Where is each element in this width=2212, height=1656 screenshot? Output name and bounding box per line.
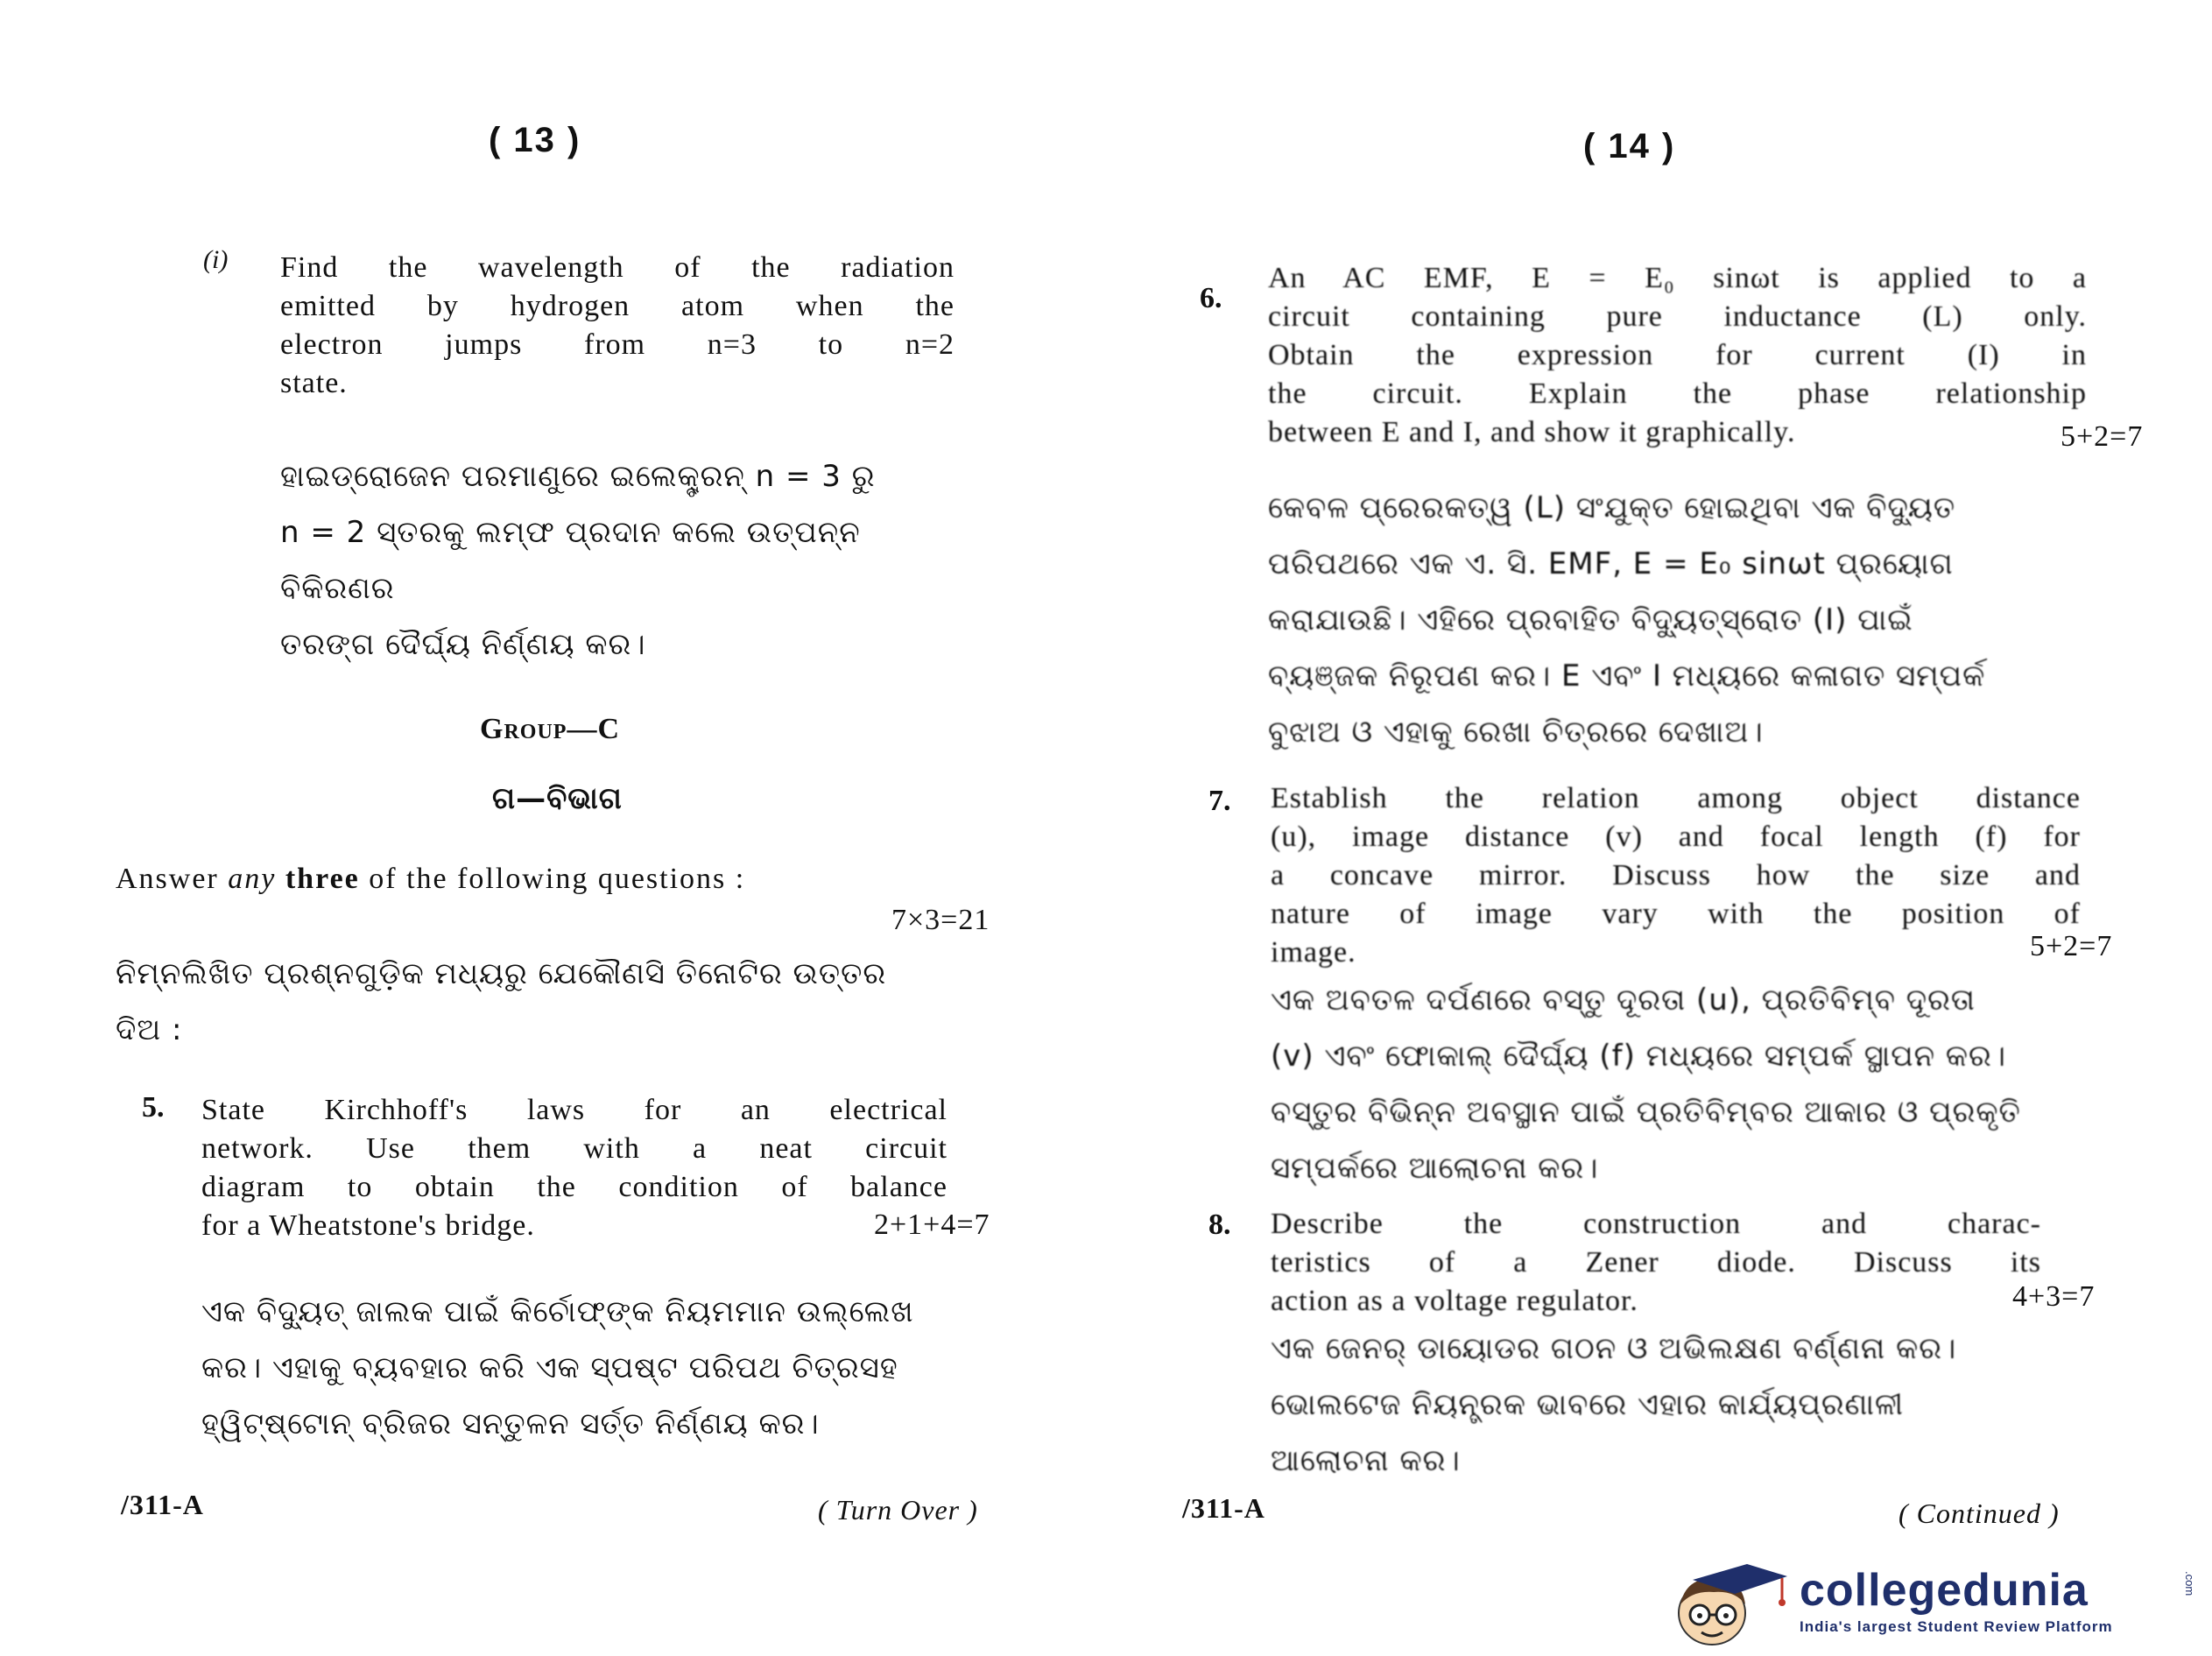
instruction-emphasis: three bbox=[285, 863, 360, 895]
question-7-english bbox=[1271, 779, 2081, 972]
instruction-part: Answer bbox=[116, 863, 219, 895]
text-line: for a Wheatstone's bridge. bbox=[201, 1209, 535, 1242]
text-line: nature of image vary with the position of bbox=[1271, 898, 2081, 930]
question-8-odia bbox=[1271, 1321, 2111, 1489]
text-line: teristics of a Zener diode. Discuss its bbox=[1271, 1246, 2041, 1279]
text-line: (u), image distance (v) and focal length (f) for bbox=[1271, 821, 2081, 853]
text-line: Obtain the expression for current (I) in bbox=[1268, 339, 2087, 371]
text-line: the circuit. Explain the phase relationship bbox=[1268, 377, 2087, 410]
odia-line: ଏକ ଅବତଳ ଦର୍ପଣରେ ବସ୍ତୁ ଦୂରତା (u), ପ୍ରତିବିମ୍ବ ଦୂରତା bbox=[1271, 983, 1976, 1018]
question-6-english bbox=[1268, 259, 2087, 452]
page-number: ( 13 ) bbox=[489, 121, 581, 159]
group-title: Group—C bbox=[480, 713, 620, 745]
group-title-odia: ଗ—ବିଭାଗ bbox=[492, 781, 623, 816]
footer-note: ( Continued ) bbox=[1899, 1497, 2060, 1529]
text-line: action as a voltage regulator. bbox=[1271, 1285, 1638, 1317]
text-line: state. bbox=[280, 367, 348, 399]
page-number: ( 14 ) bbox=[1583, 127, 1676, 166]
odia-line: କେବଳ ପ୍ରେରକତ୍ୱ (L) ସଂଯୁକ୍ତ ହୋଇଥିବା ଏକ ବିଦ୍ୟୁତ bbox=[1268, 490, 1956, 525]
text-line: Establish the relation among object distance bbox=[1271, 782, 2081, 814]
marks: 7×3=21 bbox=[891, 904, 990, 936]
logo-suffix: .com bbox=[2183, 1571, 2196, 1596]
text-line: diagram to obtain the condition of balance bbox=[201, 1171, 947, 1203]
question-number: 8. bbox=[1208, 1209, 1231, 1241]
text-line: emitted by hydrogen atom when the bbox=[280, 290, 955, 322]
odia-line: ଦିଅ : bbox=[116, 1012, 183, 1047]
text-line: network. Use them with a neat circuit bbox=[201, 1132, 947, 1165]
collegedunia-logo[interactable] bbox=[1651, 1559, 2211, 1652]
question-6-odia bbox=[1268, 480, 2144, 760]
text-line: circuit containing pure inductance (L) only. bbox=[1268, 300, 2087, 333]
instruction-part: of the following questions : bbox=[369, 863, 746, 895]
question-i-odia bbox=[280, 448, 981, 673]
odia-line: ହାଇଡ୍ରୋଜେନ ପରମାଣୁରେ ଇଲେକ୍ଟ୍ରନ୍ n = 3 ରୁ bbox=[280, 459, 876, 494]
instruction-odia bbox=[116, 946, 956, 1058]
question-8-english bbox=[1271, 1205, 2041, 1321]
text-line: image. bbox=[1271, 936, 1356, 969]
odia-line: ବସ୍ତୁର ବିଭିନ୍ନ ଅବସ୍ଥାନ ପାଇଁ ପ୍ରତିବିମ୍ବର ଆକାର ଓ ପ୍ରକୃତି bbox=[1271, 1095, 2021, 1130]
mascot-icon bbox=[1651, 1559, 1791, 1652]
odia-line: ନିମ୍ନଲିଖିତ ପ୍ରଶ୍ନଗୁଡ଼ିକ ମଧ୍ୟରୁ ଯେକୌଣସି ତିନୋଟିର ଉତ୍ତର bbox=[116, 956, 887, 991]
odia-line: ବୁଝାଅ ଓ ଏହାକୁ ରେଖା ଚିତ୍ରରେ ଦେଖାଅ। bbox=[1268, 715, 1764, 750]
odia-line: ଆଲୋଚନା କର। bbox=[1271, 1443, 1461, 1478]
text-line: Describe the construction and charac- bbox=[1271, 1208, 2041, 1240]
footer-code: /311-A bbox=[1182, 1492, 1265, 1524]
odia-line: ପରିପଥରେ ଏକ ଏ. ସି. EMF, E = E₀ sinωt ପ୍ରୟୋଗ bbox=[1268, 546, 1954, 581]
question-7-odia bbox=[1271, 972, 2138, 1196]
odia-line: ଭୋଲଟେଜ ନିୟନ୍ତ୍ରକ ଭାବରେ ଏହାର କାର୍ଯ୍ୟପ୍ରଣାଳୀ bbox=[1271, 1387, 1905, 1422]
odia-line: ହ୍ୱିଟ୍‌ଷ୍ଟୋନ୍ ବ୍ରିଜର ସନ୍ତୁଳନ ସର୍ତ୍ତ ନିର୍ଣ୍ଣୟ କର। bbox=[201, 1406, 820, 1441]
footer-code: /311-A bbox=[121, 1489, 204, 1520]
question-i-english bbox=[280, 249, 955, 403]
question-number: 7. bbox=[1208, 785, 1231, 817]
logo-tagline: India's largest Student Review Platform bbox=[1800, 1618, 2113, 1635]
marks: 2+1+4=7 bbox=[874, 1209, 990, 1241]
text-line: State Kirchhoff's laws for an electrical bbox=[201, 1094, 947, 1126]
marks: 5+2=7 bbox=[2061, 420, 2144, 453]
odia-line: ବ୍ୟଞ୍ଜକ ନିରୂପଣ କର। E ଏବଂ I ମଧ୍ୟରେ କଳାଗତ ସମ୍ପର୍କ bbox=[1268, 659, 1986, 694]
odia-line: (v) ଏବଂ ଫୋକାଲ୍ ଦୈର୍ଘ୍ୟ (f) ମଧ୍ୟରେ ସମ୍ପର୍କ ସ୍ଥାପନ କର। bbox=[1271, 1039, 2007, 1074]
question-label: (i) bbox=[203, 245, 229, 274]
odia-line: କର। ଏହାକୁ ବ୍ୟବହାର କରି ଏକ ସ୍ପଷ୍ଟ ପରିପଥ ଚିତ୍ରସହ bbox=[201, 1350, 898, 1385]
logo-wordmark: collegedunia bbox=[1800, 1565, 2089, 1616]
marks: 5+2=7 bbox=[2030, 930, 2113, 962]
text-line: between E and I, and show it graphically. bbox=[1268, 416, 1796, 448]
odia-line: ତରଙ୍ଗ ଦୈର୍ଘ୍ୟ ନିର୍ଣ୍ଣୟ କର। bbox=[280, 627, 646, 662]
odia-line: ସମ୍ପର୍କରେ ଆଲୋଚନା କର। bbox=[1271, 1151, 1599, 1186]
question-number: 5. bbox=[142, 1091, 165, 1124]
odia-line: ଏକ ଜେନର୍ ଡାୟୋଡର ଗଠନ ଓ ଅଭିଲକ୍ଷଣ ବର୍ଣ୍ଣନା କର। bbox=[1271, 1331, 1957, 1366]
marks: 4+3=7 bbox=[2012, 1280, 2096, 1313]
odia-line: n = 2 ସ୍ତରକୁ ଲମ୍ଫ ପ୍ରଦାନ କଲେ ଉତ୍ପନ୍ନ ବିକିରଣର bbox=[280, 515, 861, 606]
question-number: 6. bbox=[1200, 282, 1222, 314]
right-page bbox=[1106, 0, 2212, 1652]
text-line: Find the wavelength of the radiation bbox=[280, 251, 955, 284]
instruction-emphasis: any bbox=[228, 863, 277, 895]
text-line: electron jumps from n=3 to n=2 bbox=[280, 328, 955, 361]
odia-line: ଏକ ବିଦ୍ୟୁତ୍ ଜାଲକ ପାଇଁ କିର୍ଚୋଫ୍‌ଙ୍କ ନିୟମମାନ ଉଲ୍ଲେଖ bbox=[201, 1294, 914, 1329]
left-page bbox=[0, 0, 1106, 1652]
question-5-odia bbox=[201, 1284, 972, 1452]
footer-note: ( Turn Over ) bbox=[818, 1494, 978, 1526]
odia-line: କରାଯାଉଛି। ଏହିରେ ପ୍ରବାହିତ ବିଦ୍ୟୁତ୍‌ସ୍ରୋତ (I) ପାଇଁ bbox=[1268, 603, 1913, 638]
instruction bbox=[116, 860, 956, 898]
question-5-english bbox=[201, 1091, 947, 1245]
text-line: a concave mirror. Discuss how the size and bbox=[1271, 859, 2081, 891]
text-line: An AC EMF, E = E₀ sinωt is applied to a bbox=[1268, 262, 2087, 294]
